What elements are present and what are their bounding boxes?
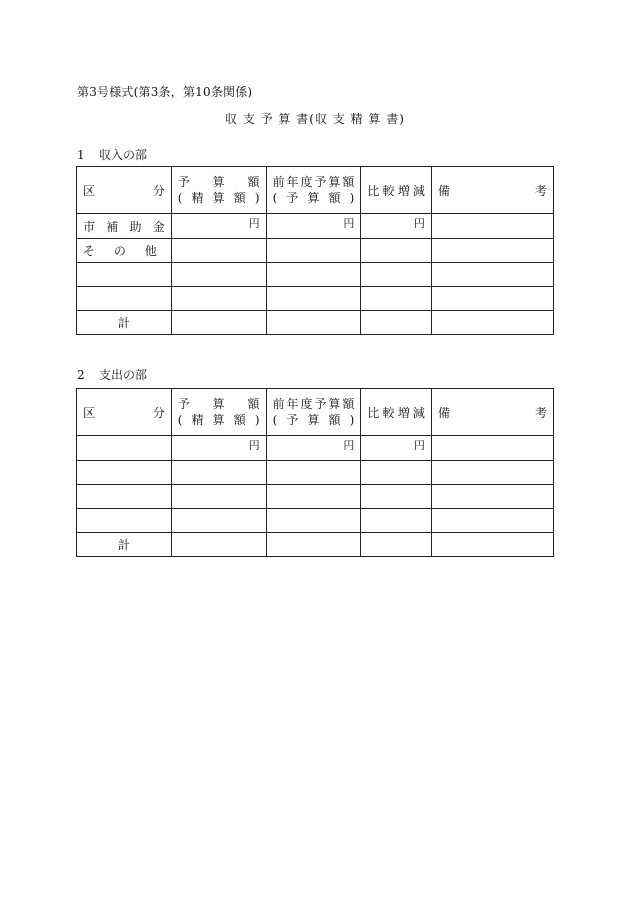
table-row [77,485,554,509]
table-row [77,239,554,263]
previous-cell[interactable] [266,485,361,509]
remarks-cell[interactable] [431,509,553,533]
comparison-cell[interactable] [361,461,432,485]
row-label[interactable] [77,263,172,287]
expense-section-heading [77,366,147,383]
comparison-cell[interactable]: 円 [361,436,432,461]
expense-section-number: 2 [77,368,85,382]
table-row [77,263,554,287]
comparison-cell[interactable] [361,263,432,287]
remarks-cell[interactable] [431,436,553,461]
table-row [77,287,554,311]
header-remarks: 備 考 [431,167,553,214]
total-label: 計 [77,311,172,335]
previous-cell[interactable] [266,509,361,533]
budget-cell[interactable]: 円 [171,436,266,461]
comparison-cell[interactable] [361,509,432,533]
header-previous-year: 前年度予算額 (予算額) [266,167,361,214]
document-title: 収 支 予 算 書(収 支 精 算 書) [225,112,405,126]
row-label[interactable] [77,436,172,461]
previous-total-cell[interactable] [266,311,361,335]
header-previous-year: 前年度予算額 (予算額) [266,389,361,436]
total-label: 計 [77,533,172,557]
row-label[interactable] [77,509,172,533]
remarks-total-cell[interactable] [431,311,553,335]
header-comparison: 比較増減 [361,389,432,436]
total-row [77,533,554,557]
table-header-row [77,167,554,214]
budget-total-cell[interactable] [171,533,266,557]
row-label[interactable] [77,461,172,485]
budget-cell[interactable] [171,239,266,263]
budget-cell[interactable] [171,461,266,485]
remarks-cell[interactable] [431,214,553,239]
income-section-heading [77,146,147,163]
table-header-row [77,389,554,436]
budget-cell[interactable] [171,287,266,311]
previous-cell[interactable]: 円 [266,214,361,239]
previous-total-cell[interactable] [266,533,361,557]
budget-cell[interactable]: 円 [171,214,266,239]
form-number-label: 第3号様式(第3条，第10条関係) [77,85,253,99]
comparison-cell[interactable] [361,239,432,263]
table-row [77,509,554,533]
comparison-total-cell[interactable] [361,311,432,335]
table-row [77,461,554,485]
header-comparison: 比較増減 [361,167,432,214]
comparison-cell[interactable]: 円 [361,214,432,239]
income-section-title: 収入の部 [99,148,148,162]
header-category: 区 分 [77,389,172,436]
remarks-total-cell[interactable] [431,533,553,557]
remarks-cell[interactable] [431,239,553,263]
budget-total-cell[interactable] [171,311,266,335]
expense-section-title: 支出の部 [99,368,148,382]
row-label[interactable] [77,287,172,311]
row-label: 市補助金 [77,214,172,239]
total-row [77,311,554,335]
remarks-cell[interactable] [431,485,553,509]
remarks-cell[interactable] [431,461,553,485]
previous-cell[interactable] [266,263,361,287]
comparison-cell[interactable] [361,287,432,311]
comparison-cell[interactable] [361,485,432,509]
income-section-number: 1 [77,148,85,162]
header-budget: 予 算 額 (精算額) [171,167,266,214]
previous-cell[interactable] [266,461,361,485]
income-table [76,166,554,335]
previous-cell[interactable]: 円 [266,436,361,461]
expense-table [76,388,554,557]
budget-cell[interactable] [171,263,266,287]
comparison-total-cell[interactable] [361,533,432,557]
table-row [77,214,554,239]
remarks-cell[interactable] [431,263,553,287]
header-remarks: 備 考 [431,389,553,436]
table-row [77,436,554,461]
header-category: 区 分 [77,167,172,214]
previous-cell[interactable] [266,287,361,311]
budget-cell[interactable] [171,485,266,509]
remarks-cell[interactable] [431,287,553,311]
row-label[interactable] [77,485,172,509]
header-budget: 予 算 額 (精算額) [171,389,266,436]
row-label: その他 [77,239,172,263]
previous-cell[interactable] [266,239,361,263]
budget-cell[interactable] [171,509,266,533]
